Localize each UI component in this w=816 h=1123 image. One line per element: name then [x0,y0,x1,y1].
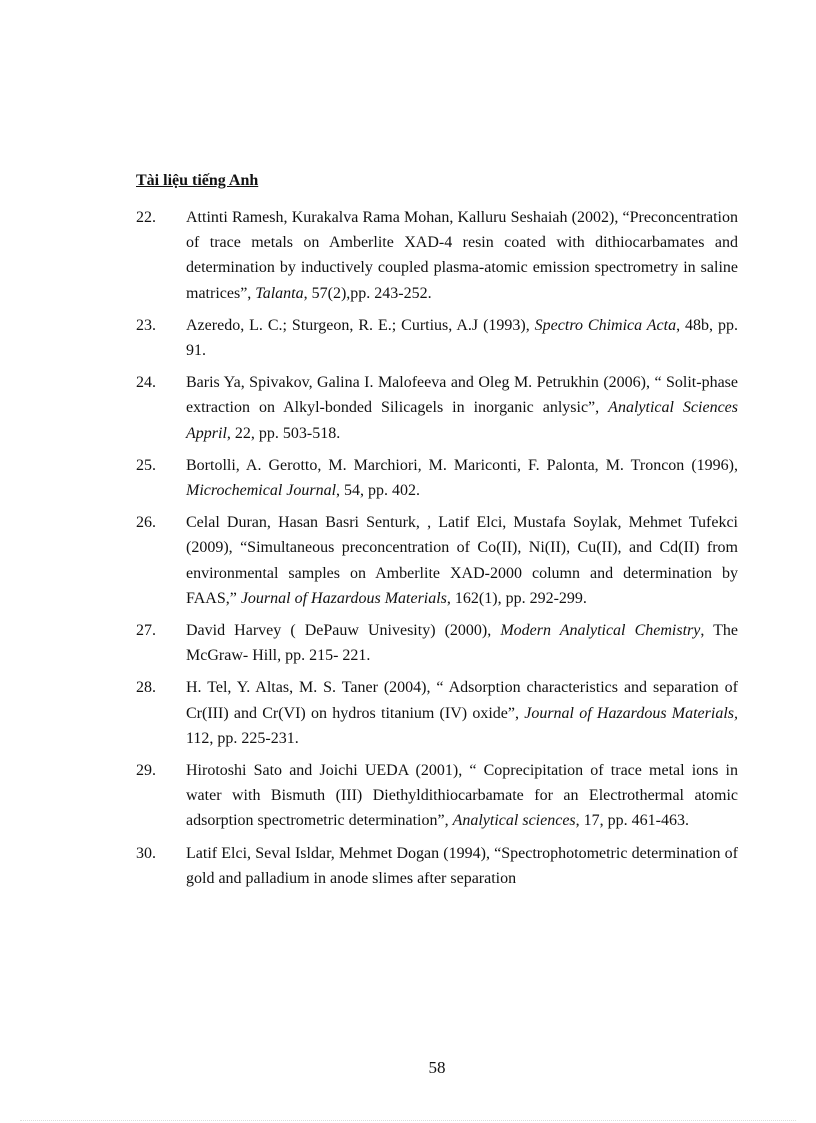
reference-number: 25. [136,456,156,474]
reference-text: Celal Duran, Hasan Basri Senturk, , Latif Elci, Mustafa Soylak, Mehmet Tufekci (2009), “Simultaneous preconcentration of Co(II), Ni(II), Cu(II), and Cd(II) from environmental samples on Amberlite XAD-2000 column and determination by FAAS,” [186,514,738,607]
reference-text: Hirotoshi Sato and Joichi UEDA (2001), “ Coprecipitation of trace metal ions in water with Bismuth (III) Diethyldithiocarbamate for an Electrothermal atomic adsorption spectrometric determination”, [186,762,738,830]
reference-journal: Spectro Chimica Acta [534,316,677,334]
reference-text: Attinti Ramesh, Kurakalva Rama Mohan, Kalluru Seshaiah (2002), “Preconcentration of trace metals on Amberlite XAD-4 resin coated with dithiocarbamates and determination by inductively coupled plasma-atomic emission spectrometry in saline matrices”, [186,209,738,302]
reference-tail: , 57(2),pp. 243-252. [303,284,432,302]
reference-item [136,510,738,611]
reference-tail: , 48b, pp. 91. [186,316,739,360]
page-number: 58 [428,1058,446,1077]
reference-journal: Analytical Sciences Appril [186,399,739,442]
reference-text: Latif Elci, Seval Isldar, Mehmet Dogan (1994), “Spectrophotometric determination of gold and palladium in anode slimes after separation [186,844,738,887]
reference-journal: Modern Analytical Chemistry [500,622,701,640]
reference-text: Bortolli, A. Gerotto, M. Marchiori, M. Mariconti, F. Palonta, M. Troncon (1996), [186,456,738,474]
reference-journal: Journal of Hazardous Materials [240,589,447,607]
reference-tail: , 22, pp. 503-518. [226,424,341,442]
reference-text: H. Tel, Y. Altas, M. S. Taner (2004), “ Adsorption characteristics and separation of Cr(III) and Cr(VI) on hydros titanium (IV) oxide”, [186,679,738,722]
reference-tail: , 17, pp. 461-463. [575,812,689,830]
reference-journal: Microchemical Journal [186,482,337,500]
reference-journal: Analytical sciences [452,812,576,830]
reference-number: 29. [136,762,156,780]
reference-number: 23. [136,316,156,334]
reference-item [136,453,738,503]
reference-item [136,370,738,446]
reference-tail: , 162(1), pp. 292-299. [446,589,587,607]
section-heading: Tài liệu tiếng Anh [136,172,259,189]
reference-text: David Harvey ( DePauw Univesity) (2000), [186,622,501,640]
reference-tail: , 54, pp. 402. [336,482,421,500]
reference-item [136,758,738,834]
reference-number: 30. [136,844,156,862]
reference-number: 24. [136,374,156,392]
reference-tail: 112, pp. 225-231. [186,729,299,747]
reference-item [136,205,738,306]
reference-tail: , The McGraw- Hill, pp. 215- 221. [186,622,738,665]
reference-number: 28. [136,679,156,697]
footer-divider [20,1120,796,1121]
reference-item [136,313,738,363]
reference-number: 27. [136,622,156,640]
reference-list [136,205,738,898]
reference-text: Baris Ya, Spivakov, Galina I. Malofeeva and Oleg M. Petrukhin (2006), “ Solit-phase extraction on Alkyl-bonded Silicagels in inorganic anlysic”, [186,374,738,417]
reference-number: 26. [136,514,156,532]
reference-item [136,618,738,668]
reference-item [136,841,738,891]
reference-number: 22. [136,209,156,226]
reference-item [136,675,738,751]
reference-text: Azeredo, L. C.; Sturgeon, R. E.; Curtius, A.J (1993), [186,316,535,334]
reference-journal: Talanta [255,284,304,302]
reference-journal: Journal of Hazardous Materials, [524,704,738,722]
